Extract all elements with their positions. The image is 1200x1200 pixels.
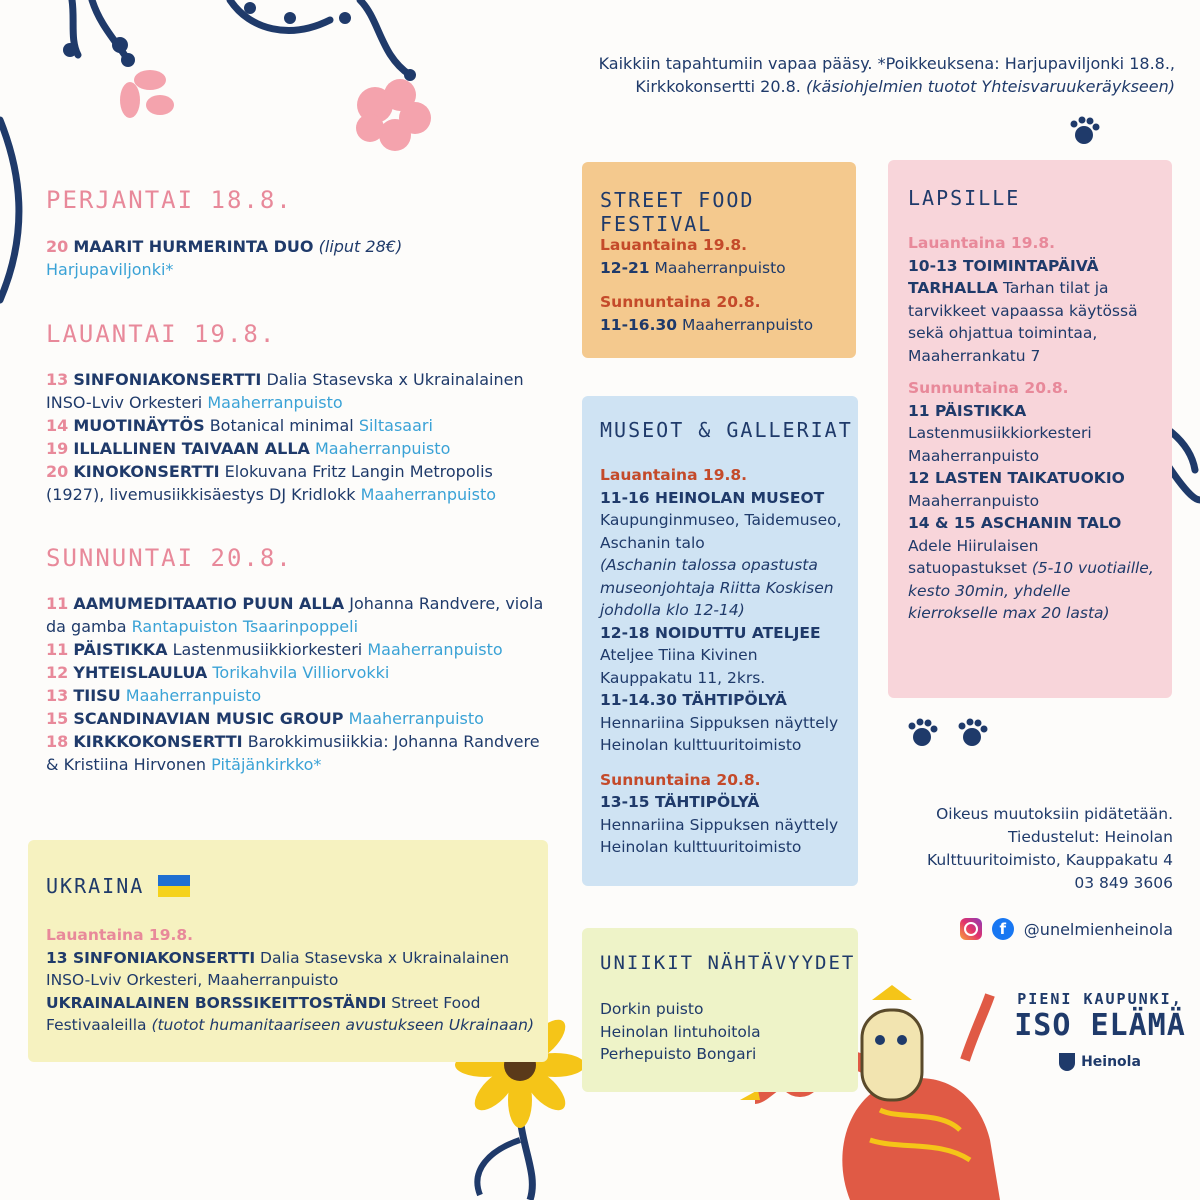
museums-day2: Sunnuntaina 20.8. (600, 770, 761, 789)
kids-event-title: 14 & 15 ASCHANIN TALO (908, 514, 1122, 532)
sunday-heading: SUNNUNTAI 20.8. (46, 544, 293, 572)
social-row (960, 918, 1173, 940)
street-food-day1: Lauantaina 19.8. (600, 236, 748, 254)
venue-link[interactable]: Pitäjänkirkko* (211, 755, 322, 774)
venue-link[interactable]: Maaherranpuisto (315, 439, 451, 458)
sunday-event: 15 SCANDINAVIAN MUSIC GROUP Maaherranpuisto (46, 709, 484, 728)
venue-link[interactable]: Harjupaviljonki* (46, 260, 174, 279)
venue-link[interactable]: Maaherranpuisto (207, 393, 343, 412)
sight-item: Dorkin puisto (600, 1000, 704, 1018)
street-food-heading: STREET FOOD FESTIVAL (600, 188, 755, 236)
kids-heading: LAPSILLE (908, 186, 1021, 210)
venue-link[interactable]: Maaherranpuisto (125, 686, 262, 705)
venue-link[interactable]: Siltasaari (358, 416, 433, 435)
sunday-event: 18 KIRKKOKONSERTTI Barokkimusiikkia: Johanna Randvere & Kristiina Hirvonen Pitäjänkirkko* (46, 732, 540, 774)
instagram-icon[interactable] (960, 918, 982, 940)
sunday-schedule (46, 592, 556, 776)
street-food-day2-info: 11-16.30 Maaherranpuisto (600, 315, 814, 334)
sight-item: Heinolan lintuhoitola (600, 1022, 761, 1041)
ukraina-heading: UKRAINA (46, 874, 145, 898)
museum-event-title: 11-16 HEINOLAN MUSEOT (600, 488, 825, 507)
sunday-event: 11 AAMUMEDITAATIO PUUN ALLA Johanna Randvere, viola da gamba Rantapuiston Tsaarinpoppeli (46, 594, 544, 636)
museums-box: MUSEOT & GALLERIAT Lauantaina 19.8. 11-16 HEINOLAN MUSEOT Kaupunginmuseo, Taidemuseo, Aschanin talo (Aschanin talossa opastusta museonjohtaja Riitta Koskisen johdolla klo 12-14) 12-18 NOIDUTTU ATELJEE Ateljee Tiina Kivinen Kauppakatu 11, 2krs. 11-14.30 TÄHTIPÖLYÄ Hennariina Sippuksen näyttely Heinolan kulttuuritoimisto Sunnuntaina 20.8. 13-15 TÄHTIPÖLYÄ Hennariina Sippuksen näyttely Heinolan kulttuuritoimisto (582, 396, 858, 886)
museums-heading: MUSEOT & GALLERIAT (600, 418, 853, 442)
saturday-heading: LAUANTAI 19.8. (46, 320, 277, 348)
kids-box: LAPSILLE Lauantaina 19.8. 10-13 TOIMINTAPÄIVÄ TARHALLA Tarhan tilat ja tarvikkeet vapaassa käytössä sekä ohjattua toimintaa, Maaherrankatu 7 Sunnuntaina 20.8. 11 PÄISTIKKA Lastenmusiikkiorkesteri Maaherranpuisto 12 LASTEN TAIKATUOKIO Maaherranpuisto 14 & 15 ASCHANIN TALO Adele Hiirulaisen satuopastukset (5-10 vuotiaille, kesto 30min, yhdelle kierrokselle max 20 lasta) (888, 160, 1172, 698)
ukraina-event: 13 SINFONIAKONSERTTI Dalia Stasevska x Ukrainalainen INSO-Lviv Orkesteri, Maaherranpuisto (46, 948, 510, 989)
saturday-event: 13 SINFONIAKONSERTTI Dalia Stasevska x Ukrainalainen INSO-Lviv Orkesteri Maaherranpuisto (46, 370, 524, 412)
slogan: PIENI KAUPUNKI, ISO ELÄMÄ Heinola (1014, 990, 1186, 1070)
saturday-event: 19 ILLALLINEN TAIVAAN ALLA Maaherranpuisto (46, 439, 451, 458)
friday-heading: PERJANTAI 18.8. (46, 186, 293, 214)
kids-event-title: 11 PÄISTIKKA (908, 401, 1027, 420)
admission-notice-line1: Kaikkiin tapahtumiin vapaa pääsy. *Poikkeuksena: Harjupaviljonki 18.8., (598, 54, 1175, 73)
facebook-icon[interactable]: f (992, 918, 1014, 940)
kids-day1: Lauantaina 19.8. (908, 234, 1056, 252)
ukraina-event: UKRAINALAINEN BORSSIKEITTOSTÄNDI Street Food Festivaaleilla (tuotot humanitaariseen avustukseen Ukrainaan) (46, 993, 534, 1034)
sunday-event: 12 YHTEISLAULUA Torikahvila Villiorvokki (46, 663, 390, 682)
heinola-logo: Heinola (1059, 1053, 1141, 1071)
street-food-day2: Sunnuntaina 20.8. (600, 293, 761, 311)
phone-number: 03 849 3606 (1074, 874, 1173, 892)
venue-link[interactable]: Torikahvila Villiorvokki (212, 663, 390, 682)
saturday-schedule (46, 368, 556, 506)
sunday-event: 13 TIISU Maaherranpuisto (46, 686, 262, 705)
museums-day1: Lauantaina 19.8. (600, 466, 748, 484)
kids-day2: Sunnuntaina 20.8. (908, 379, 1069, 397)
venue-link[interactable]: Maaherranpuisto (360, 485, 497, 504)
ukraine-flag-icon (158, 875, 190, 897)
kids-event: 10-13 TOIMINTAPÄIVÄ TARHALLA Tarhan tilat ja tarvikkeet vapaassa käytössä sekä ohjattua toimintaa, Maaherrankatu 7 (908, 256, 1138, 365)
venue-link[interactable]: Maaherranpuisto (348, 709, 484, 728)
sunday-event: 11 PÄISTIKKA Lastenmusiikkiorkesteri Maaherranpuisto (46, 640, 503, 659)
ukraina-box (28, 840, 548, 1062)
sights-box (582, 928, 858, 1092)
venue-link[interactable]: Rantapuiston Tsaarinpoppeli (131, 617, 359, 636)
heinola-crest-icon (1059, 1053, 1075, 1071)
street-food-day1-info: 12-21 Maaherranpuisto (600, 258, 786, 277)
admission-notice-line2: Kirkkokonsertti 20.8. (käsiohjelmien tuotot Yhteisvaruukeräykseen) (635, 77, 1175, 96)
friday-event: 20 MAARIT HURMERINTA DUO (liput 28€) Harjupaviljonki* (46, 237, 403, 279)
sight-item: Perhepuisto Bongari (600, 1045, 757, 1063)
social-handle[interactable]: @unelmienheinola (1023, 919, 1173, 939)
venue-link[interactable]: Maaherranpuisto (367, 640, 503, 659)
saturday-event: 20 KINOKONSERTTI Elokuvana Fritz Langin Metropolis (1927), livemusiikkisäestys DJ Kridlokk Maaherranpuisto (46, 462, 497, 504)
museum-event-title: 11-14.30 TÄHTIPÖLYÄ (600, 691, 787, 709)
admission-notice (475, 52, 1175, 98)
ukraina-day: Lauantaina 19.8. (46, 926, 194, 944)
sights-heading: UNIIKIT NÄHTÄVYYDET (600, 952, 856, 974)
contact-info: Oikeus muutoksiin pidätetään. Tiedustelut: Heinolan Kulttuuritoimisto, Kauppakatu 4 03 849 3606 (853, 803, 1173, 895)
museum-event-title: 13-15 TÄHTIPÖLYÄ (600, 793, 760, 811)
museum-event-title: 12-18 NOIDUTTU ATELJEE (600, 623, 821, 642)
kids-event-title: 12 LASTEN TAIKATUOKIO (908, 469, 1125, 487)
saturday-event: 14 MUOTINÄYTÖS Botanical minimal Siltasaari (46, 416, 433, 435)
friday-schedule (46, 235, 556, 281)
street-food-box (582, 162, 856, 358)
